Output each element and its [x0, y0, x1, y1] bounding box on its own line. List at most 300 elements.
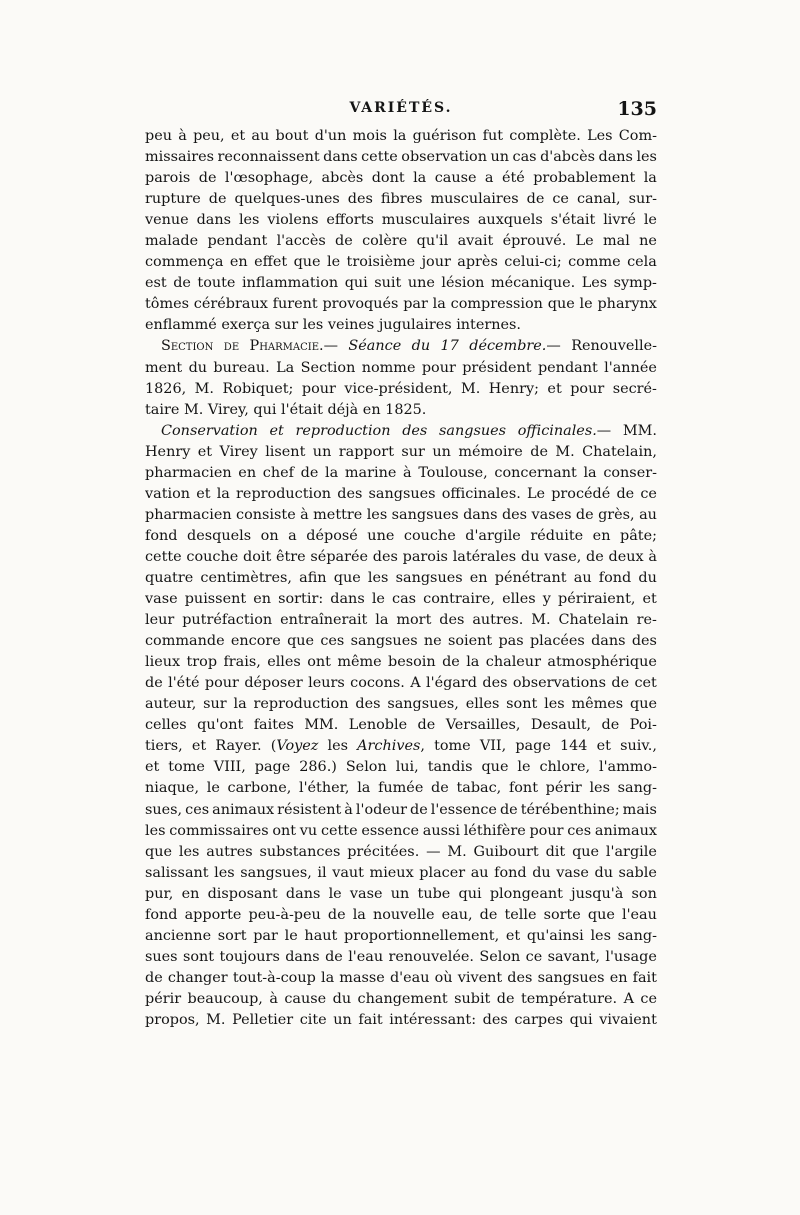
word: de [442, 654, 460, 671]
word: l'eau [348, 948, 384, 965]
word: l'eau [621, 906, 657, 923]
text-line [145, 231, 657, 252]
word: que [587, 906, 615, 923]
text-line [145, 968, 657, 989]
word: efforts [326, 212, 374, 229]
word: que [572, 843, 600, 860]
word: la [352, 906, 366, 923]
word: tome [168, 759, 205, 776]
word: fait [358, 1011, 383, 1028]
word: auxquels [477, 212, 543, 229]
word: la [583, 464, 597, 481]
word: l'était [281, 401, 323, 418]
page-header [145, 98, 657, 124]
word: d'un [314, 128, 347, 144]
word: sues, [145, 801, 183, 818]
word: subit [454, 990, 491, 1007]
word: elles [267, 654, 301, 671]
word: réduite [530, 527, 584, 544]
text-line [145, 905, 657, 926]
word: ces [185, 801, 210, 818]
word: furent [272, 296, 318, 313]
word: mois [352, 128, 387, 144]
word: de [611, 675, 630, 692]
word: et [230, 128, 246, 144]
word: tômes [145, 296, 189, 313]
word: grès, [598, 506, 635, 523]
word: du [532, 864, 551, 881]
word: aussi [422, 822, 460, 839]
word: parois [402, 548, 448, 565]
word: cite [299, 1011, 327, 1028]
word: A [410, 675, 421, 692]
text-line [145, 189, 657, 210]
word: s'était [550, 212, 596, 229]
text-line [145, 947, 657, 968]
word: qui [458, 885, 482, 902]
text-line [145, 463, 657, 484]
word: carbone, [227, 780, 292, 797]
word: Robiquet; [222, 380, 294, 397]
word: pâte; [620, 527, 657, 544]
word: dans [285, 948, 320, 965]
text-line [145, 358, 657, 379]
word: quatre [145, 569, 194, 586]
word: les [636, 149, 657, 166]
word: périr [145, 990, 182, 1007]
word: jugulaires [378, 317, 452, 334]
word: pendant [207, 233, 268, 250]
text-line [145, 421, 657, 442]
word: à [344, 801, 353, 818]
word: vu [299, 822, 318, 839]
word: savant, [547, 948, 600, 965]
word: mort [396, 612, 432, 629]
word: sur [401, 443, 425, 460]
word: Le [575, 233, 594, 250]
word: même [337, 654, 382, 671]
word: Toulouse, [418, 464, 488, 481]
word: deux [608, 548, 644, 565]
word: les [589, 780, 610, 797]
word: soient [447, 633, 493, 650]
word: sang- [617, 780, 657, 797]
word: de [601, 717, 620, 734]
word: livré [603, 212, 636, 229]
word: venue [145, 212, 189, 229]
word: telle [504, 906, 537, 923]
word: symp- [613, 275, 657, 292]
word: ne [423, 633, 442, 650]
word: vice-président, [344, 380, 453, 397]
word: sangsues, [387, 696, 459, 713]
word: reproduction [253, 696, 349, 713]
word: en [253, 591, 272, 608]
text-line [145, 442, 657, 463]
word: la [466, 654, 480, 671]
word: sur- [628, 191, 657, 208]
word: fumée [378, 780, 424, 797]
word: peu-à-peu [248, 906, 321, 923]
word: des [501, 506, 528, 523]
word: missaires [145, 149, 214, 166]
word: Conservation [161, 422, 258, 439]
word: abcès [321, 170, 364, 187]
word: essence [361, 822, 419, 839]
word: la [320, 969, 335, 986]
word: de [145, 675, 163, 692]
word: l'œsophage, [224, 170, 314, 187]
word: veines [327, 317, 375, 334]
word: changement [357, 990, 448, 1007]
word: Section [161, 338, 214, 355]
running-head: VARIÉTÉS. [349, 100, 453, 116]
word: l'été [168, 675, 200, 692]
word: vases [531, 506, 572, 523]
word: vation [145, 485, 191, 502]
word: ces [567, 822, 592, 839]
word: déposé [306, 527, 358, 544]
word: mémoire [458, 443, 523, 460]
word: 286.) [299, 759, 337, 776]
word: toujours [219, 948, 280, 965]
word: pour [204, 675, 239, 692]
word: du [411, 338, 431, 355]
word: le [643, 212, 657, 229]
word: a [484, 170, 494, 187]
word: et [642, 591, 657, 608]
text-line [145, 884, 657, 905]
word: internes. [456, 317, 521, 334]
word: niaque, [145, 780, 200, 797]
word: les [145, 822, 166, 839]
word: des [355, 696, 381, 713]
word: la [375, 612, 389, 629]
word: un [432, 443, 451, 460]
word: M. [460, 380, 481, 397]
word: nouvelle [372, 906, 435, 923]
word: canal, [576, 191, 621, 208]
word: autres. [472, 612, 524, 629]
text-line [145, 505, 657, 526]
word: reproduction [236, 485, 332, 502]
word: taire [145, 401, 180, 418]
word: cas [512, 149, 537, 166]
word: jusqu'à [571, 885, 624, 902]
word: chlore, [539, 759, 591, 776]
word: d'argile [465, 527, 521, 544]
word: que [547, 296, 575, 313]
word: en [592, 527, 611, 544]
word: des [402, 422, 428, 439]
word: propos, [145, 1011, 200, 1028]
word: déjà [327, 401, 359, 418]
text-line [145, 842, 657, 863]
word: que [293, 254, 321, 271]
word: en [609, 969, 628, 986]
word: par [403, 296, 428, 313]
word: sangsues [395, 569, 463, 586]
word: un [312, 443, 332, 460]
word: l'accès [276, 233, 326, 250]
word: lésion [441, 275, 485, 292]
word: il [317, 864, 327, 881]
word: dans [330, 591, 365, 608]
word: sangsues [350, 633, 418, 650]
word: que [145, 843, 172, 860]
word: sur [203, 696, 227, 713]
word: et [505, 927, 521, 944]
word: leur [145, 612, 175, 629]
word: Chatelain [558, 612, 629, 629]
text-line [145, 400, 657, 421]
word: qui [569, 1011, 593, 1028]
text-line [145, 336, 657, 357]
text-line [145, 147, 657, 168]
word: dans [285, 885, 321, 902]
word: sangsues [439, 422, 507, 439]
word: la [413, 170, 427, 187]
page-number: 135 [617, 98, 657, 120]
text-body [145, 126, 657, 1031]
word: afin [299, 569, 327, 586]
word: 17 [440, 338, 459, 355]
word: fond [598, 569, 632, 586]
word: lieux [145, 654, 181, 671]
word: par [253, 927, 278, 944]
word: La [276, 359, 295, 376]
word: re- [636, 612, 657, 629]
word: la [432, 296, 446, 313]
word: font [508, 780, 538, 797]
word: procédé [551, 485, 611, 502]
word: de [325, 948, 343, 965]
word: vivaient [599, 1011, 657, 1028]
word: avait [457, 233, 494, 250]
word: Com- [618, 128, 657, 144]
text-line [145, 631, 657, 652]
word: ce [640, 485, 657, 502]
word: animaux [594, 822, 657, 839]
word: de [431, 780, 449, 797]
word: peu [145, 128, 172, 144]
word: les [366, 506, 388, 523]
text-line [145, 210, 657, 231]
word: parois [145, 170, 191, 187]
word: que [287, 633, 315, 650]
word: sangsues [368, 485, 436, 502]
word: effet [254, 254, 288, 271]
word: et [145, 759, 160, 776]
word: cocons. [350, 675, 405, 692]
word: fond [145, 906, 178, 923]
word: putréfaction [182, 612, 273, 629]
word: pur, [145, 885, 174, 902]
word: sangsues, [240, 864, 312, 881]
word: eau, [441, 906, 473, 923]
word: au [639, 506, 657, 523]
word: atmosphérique [547, 654, 657, 671]
text-line [145, 652, 657, 673]
word: troisième [346, 254, 416, 271]
word: le [579, 296, 593, 313]
word: latérales [452, 548, 517, 565]
word: contraire, [423, 591, 495, 608]
word: cet [634, 675, 657, 692]
text-line [145, 778, 657, 799]
word: plongeant [489, 885, 563, 902]
word: provoqués [322, 296, 399, 313]
word: que [481, 759, 509, 776]
word: sable [618, 864, 657, 881]
word: tout-à-coup [232, 969, 316, 986]
word: marine [344, 464, 397, 481]
word: pénétrant [494, 569, 567, 586]
text-line [145, 484, 657, 505]
word: des [482, 1011, 508, 1028]
word: est [145, 275, 167, 292]
word: observation [401, 149, 487, 166]
word: peu, [193, 128, 225, 144]
word: entraînerait [280, 612, 368, 629]
word: pas [498, 633, 524, 650]
word: Renouvelle- [571, 338, 657, 355]
word: vivent [457, 969, 503, 986]
word: précitées. [347, 843, 420, 860]
word: quelques-unes [234, 191, 340, 208]
word: térébenthine; [520, 801, 620, 818]
word: ce [525, 948, 543, 965]
word: beaucoup, [187, 990, 263, 1007]
word: de [479, 906, 498, 923]
word: qu'ont [197, 717, 244, 734]
word: M. [531, 612, 551, 629]
word: M. [183, 401, 204, 418]
word: dans [196, 212, 232, 229]
word: vaut [332, 864, 364, 881]
text-line [145, 800, 657, 821]
word: MM. [622, 422, 657, 439]
word: compression [450, 296, 543, 313]
word: lisent [265, 443, 306, 460]
word: couche [403, 527, 456, 544]
text-line [145, 736, 657, 757]
word: 144 [560, 738, 588, 755]
word: sortir: [278, 591, 324, 608]
word: substances [259, 843, 341, 860]
word: officinales. [441, 485, 521, 502]
word: mécanique. [490, 275, 576, 292]
word: déposer [244, 675, 303, 692]
word: Les [587, 128, 613, 144]
word: le [328, 885, 342, 902]
word: et [596, 738, 611, 755]
word: 1825. [385, 401, 427, 418]
word: température. [520, 990, 618, 1007]
word: vase [349, 885, 383, 902]
word: concernant [494, 464, 577, 481]
word: où [434, 969, 453, 986]
word: jour [421, 254, 451, 271]
word: placées [529, 633, 585, 650]
word: sort [217, 927, 247, 944]
word: intéressant: [389, 1011, 477, 1028]
text-line [145, 757, 657, 778]
word: M. [555, 443, 575, 460]
word: qu'il [416, 233, 449, 250]
word: conser- [603, 464, 657, 481]
word: dit [545, 843, 566, 860]
word: de [173, 275, 191, 292]
text-line [145, 379, 657, 400]
word: bout [275, 128, 309, 144]
word: à [648, 548, 657, 565]
word: MM. [304, 717, 339, 734]
word: qu'ainsi [526, 927, 584, 944]
word: sang- [617, 927, 657, 944]
word: à [403, 464, 412, 481]
word: celui-ci; [504, 254, 562, 271]
word: à [300, 506, 309, 523]
word: de [586, 548, 604, 565]
word: Séance [348, 338, 402, 355]
word: le [206, 780, 220, 797]
word: Les [581, 275, 608, 292]
word: mettre [313, 506, 363, 523]
word: de [208, 191, 227, 208]
word: mal [603, 233, 630, 250]
word: pharmacien [145, 506, 232, 523]
word: disposant [207, 885, 278, 902]
word: léthifère [463, 822, 526, 839]
text-line [145, 926, 657, 947]
word: suit [374, 275, 402, 292]
word: et [196, 485, 211, 502]
word: fait [632, 969, 657, 986]
word: du [638, 569, 657, 586]
word: la [357, 780, 371, 797]
word: consiste [236, 506, 296, 523]
word: encore [230, 633, 281, 650]
word: pharynx [597, 296, 657, 313]
word: du [188, 359, 208, 376]
word: dans [598, 149, 633, 166]
word: cette [145, 548, 182, 565]
word: chaleur [485, 654, 541, 671]
word: masse [339, 969, 385, 986]
word: des [439, 612, 465, 629]
word: la [393, 128, 407, 144]
word: ment [145, 359, 183, 376]
word: animaux [212, 801, 275, 818]
word: de [145, 969, 163, 986]
word: l'égard [426, 675, 477, 692]
word: périr [545, 780, 582, 797]
text-line [145, 568, 657, 589]
word: été [501, 170, 525, 187]
word: au [470, 864, 489, 881]
word: les [327, 738, 348, 755]
word: les [238, 212, 260, 229]
word: a [288, 527, 297, 544]
word: commissaires [169, 822, 269, 839]
word: l'argile [605, 843, 657, 860]
word: violens [267, 212, 319, 229]
word: de [410, 801, 428, 818]
word: apporte [184, 906, 242, 923]
word: du [332, 990, 352, 1007]
word: Selon [345, 759, 387, 776]
